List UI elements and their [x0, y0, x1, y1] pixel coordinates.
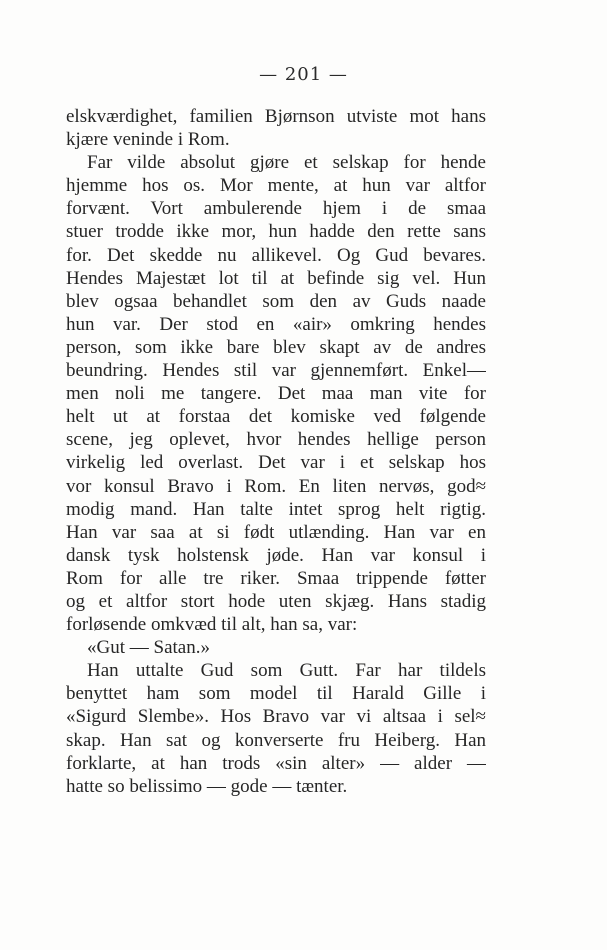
text-line: dansk tysk holstensk jøde. Han var konsul i [66, 544, 486, 566]
text-line: benyttet ham som model til Harald Gille i [66, 683, 486, 705]
text-line: og et altfor stort hode uten skjæg. Hans stadig [66, 590, 486, 612]
text-line: modig mand. Han talte intet sprog helt rigtig. [66, 498, 486, 520]
text-line: «Sigurd Slembe». Hos Bravo var vi altsaa i sel≈ [66, 706, 486, 728]
text-line: hjemme hos os. Mor mente, at hun var altfor [66, 175, 486, 197]
text-line: scene, jeg oplevet, hvor hendes hellige person [66, 429, 486, 451]
text-line: forløsende omkvæd til alt, han sa, var: [66, 614, 358, 636]
text-line: virkelig led overlast. Det var i et selskap hos [66, 452, 486, 474]
text-line: skap. Han sat og konverserte fru Heiberg. Han [66, 729, 486, 751]
text-line: forklarte, at han trods «sin alter» — alder — [66, 752, 486, 774]
text-line: Rom for alle tre riker. Smaa trippende føtter [66, 567, 486, 589]
page-number: — 201 — [259, 64, 348, 85]
text-line: helt ut at forstaa det komiske ved følgende [66, 406, 486, 428]
text-line: Han var saa at si født utlænding. Han var en [66, 521, 486, 543]
text-line: elskværdighet, familien Bjørnson utviste mot hans [66, 106, 486, 127]
text-line: forvænt. Vort ambulerende hjem i de smaa [66, 198, 486, 220]
text-line: Han uttalte Gud som Gutt. Far har tildels [87, 660, 486, 682]
text-line: Hendes Majestæt lot til at befinde sig vel. Hun [66, 267, 486, 289]
text-line: for. Det skedde nu allikevel. Og Gud bevares. [66, 244, 486, 266]
text-line: beundring. Hendes stil var gjennemført. Enkel— [66, 360, 486, 382]
text-line: kjære veninde i Rom. [66, 129, 230, 151]
text-line: blev ogsaa behandlet som den av Guds naade [66, 290, 486, 312]
text-line: person, som ikke bare blev skapt av de andres [66, 336, 486, 358]
text-line: stuer trodde ikke mor, hun hadde den rette sans [66, 221, 486, 243]
body-text [66, 105, 486, 798]
text-line: «Gut — Satan.» [87, 637, 210, 659]
text-line: Far vilde absolut gjøre et selskap for hende [87, 152, 486, 174]
text-line: vor konsul Bravo i Rom. En liten nervøs, god≈ [66, 475, 486, 497]
text-line: men noli me tangere. Det maa man vite for [66, 383, 486, 405]
text-line: hun var. Der stod en «air» omkring hendes [66, 313, 486, 335]
text-line: hatte so belissimo — gode — tænter. [66, 775, 348, 797]
